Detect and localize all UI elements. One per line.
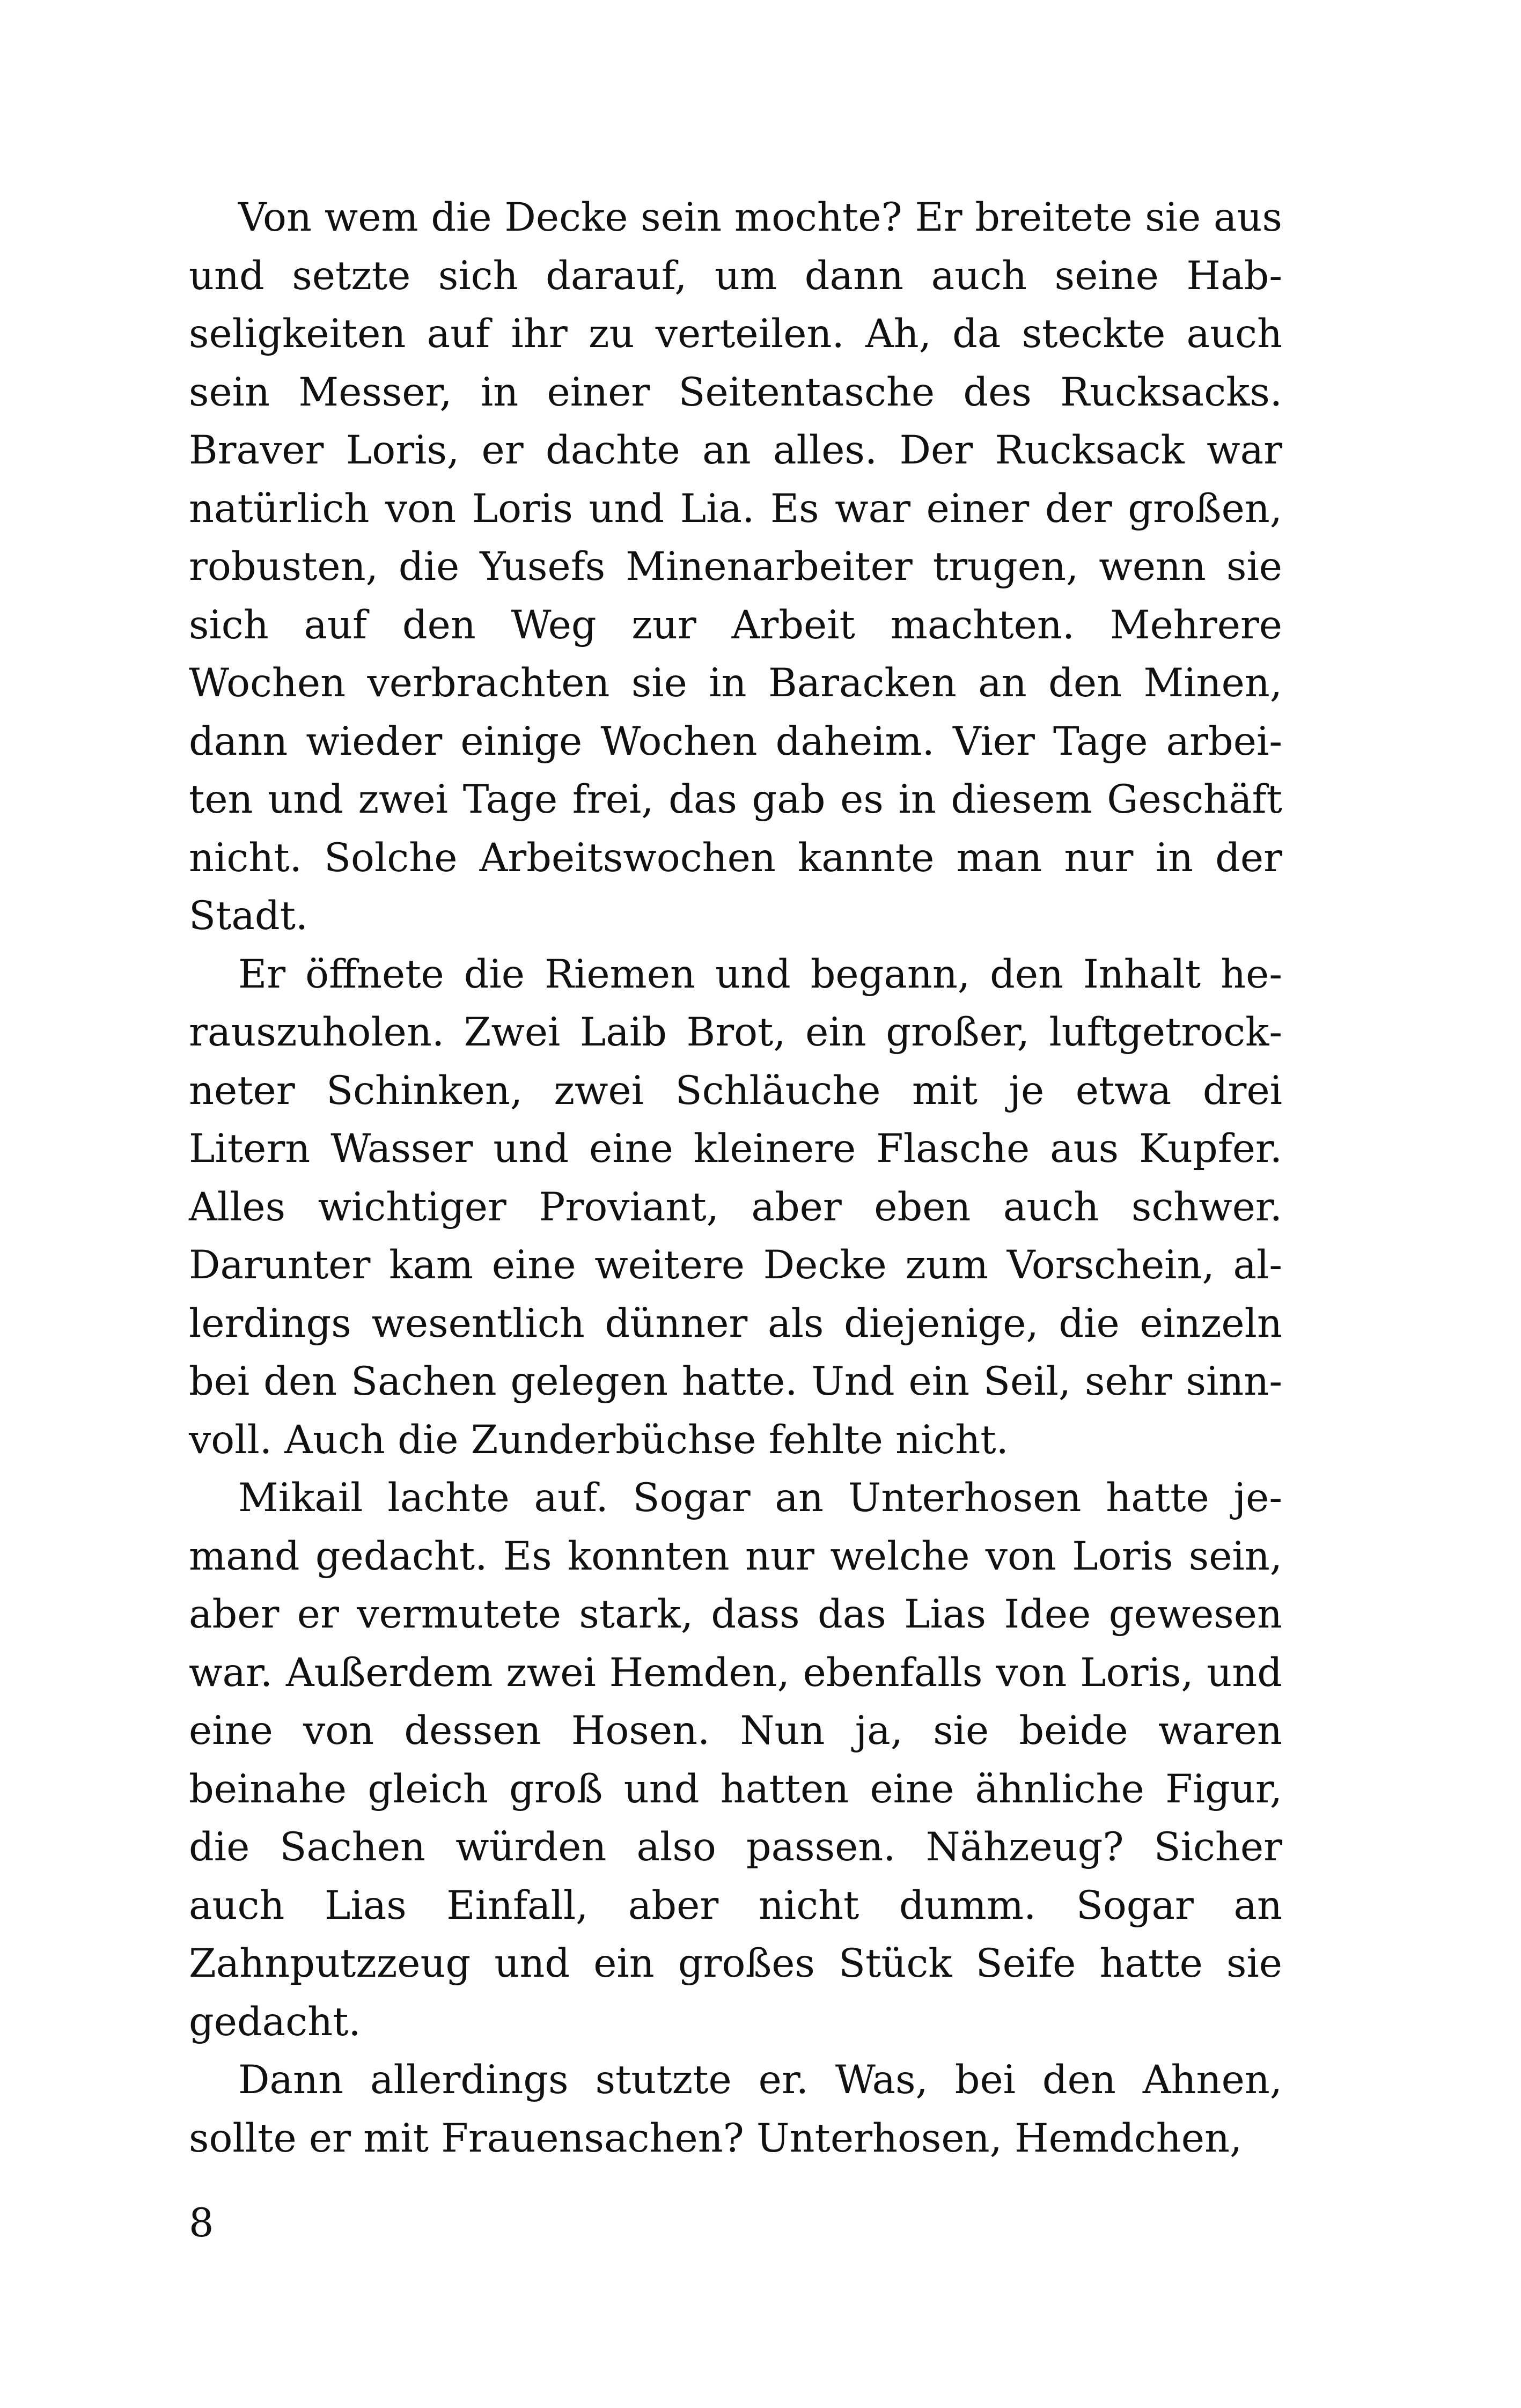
body-text: [189, 189, 1282, 2168]
paragraph-1: Von wem die Decke sein mochte? Er breitete sie aus und setzte sich darauf, um dann auch seine Habseligkeiten auf ihr zu verteilen. Ah, da steckte auch sein Messer, in einer Seitentasche des Rucksacks. Braver Loris, er dachte an alles. Der Rucksack war natürlich von Loris und Lia. Es war einer der großen, robusten, die Yusefs Minenarbeiter trugen, wenn sie sich auf den Weg zur Arbeit machten. Mehrere Wochen verbrachten sie in Baracken an den Minen, dann wieder einige Wochen daheim. Vier Tage arbeiten und zwei Tage frei, das gab es in diesem Geschäft nicht. Solche Arbeitswochen kannte man nur in der Stadt.: [189, 195, 1282, 939]
paragraph-4: Dann allerdings stutzte er. Was, bei den Ahnen, sollte er mit Frauensachen? Unterhosen, Hemdchen,: [189, 2057, 1282, 2161]
page-number: 8: [189, 2200, 214, 2246]
paragraph-3: Mikail lachte auf. Sogar an Unterhosen hatte jemand gedacht. Es konnten nur welche von Loris sein, aber er vermutete stark, dass das Lias Idee gewesen war. Außerdem zwei Hemden, ebenfalls von Loris, und eine von dessen Hosen. Nun ja, sie beide waren beinahe gleich groß und hatten eine ähnliche Figur, die Sachen würden also passen. Nähzeug? Sicher auch Lias Einfall, aber nicht dumm. Sogar an Zahnputzzeug und ein großes Stück Seife hatte sie gedacht.: [189, 1475, 1282, 2045]
paragraph-2: Er öffnete die Riemen und begann, den Inhalt herauszuholen. Zwei Laib Brot, ein großer, luftgetrockneter Schinken, zwei Schläuche mit je etwa drei Litern Wasser und eine kleinere Flasche aus Kupfer. Alles wichtiger Proviant, aber eben auch schwer. Darunter kam eine weitere Decke zum Vorschein, allerdings wesentlich dünner als diejenige, die einzeln bei den Sachen gelegen hatte. Und ein Seil, sehr sinnvoll. Auch die Zunderbüchse fehlte nicht.: [189, 951, 1282, 1463]
